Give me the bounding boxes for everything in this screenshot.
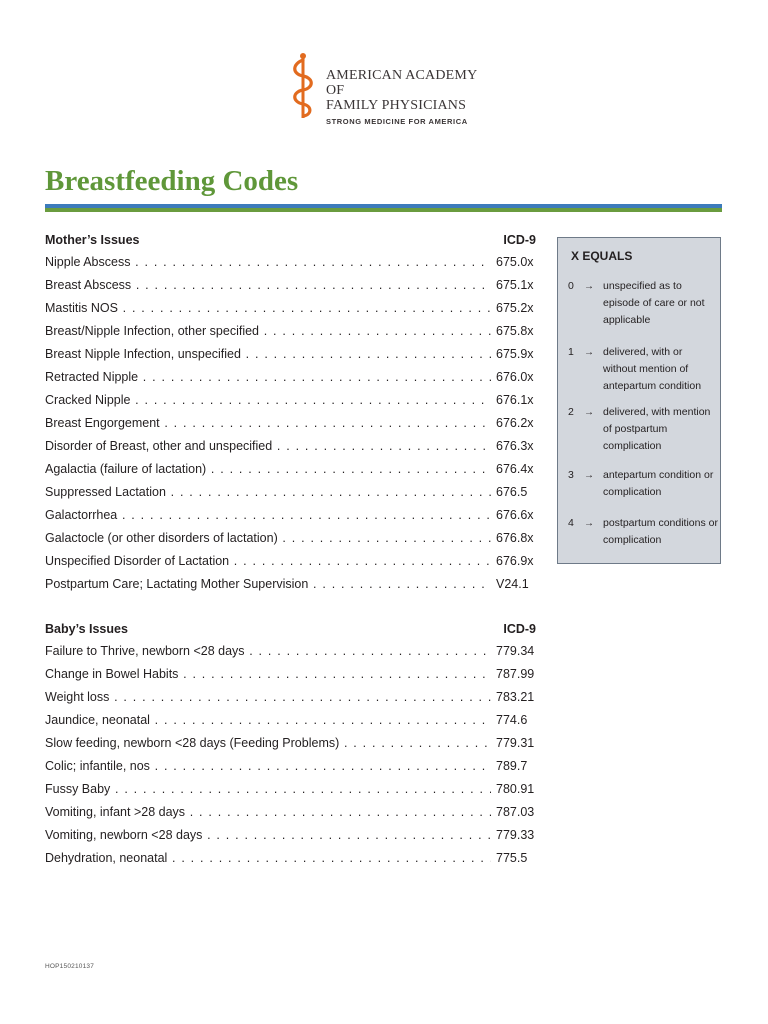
issue-label: Colic; infantile, nos . . . [45, 757, 491, 775]
issue-label: Fussy Baby . . . [45, 780, 491, 798]
mothers-issues-section [45, 233, 540, 598]
issue-label: Mastitis NOS . . . [45, 299, 491, 317]
code-row [45, 780, 540, 803]
issue-label: Suppressed Lactation . . . [45, 483, 491, 501]
arrow-right-icon: → [584, 518, 594, 529]
icd9-code: 780.91 [496, 782, 535, 796]
caduceus-logo-icon [290, 52, 316, 120]
x-value-number: 4 [568, 517, 574, 529]
x-value-description: delivered, with mention of postpartum complication [603, 406, 711, 452]
x-value-description: postpartum conditions or complication [603, 517, 718, 546]
icd9-code: 675.2x [496, 301, 534, 315]
issue-label: Change in Bowel Habits . . . [45, 665, 491, 683]
babies-issues-heading: Baby’s Issues [45, 622, 128, 636]
x-equals-legend-box [557, 237, 721, 564]
code-row [45, 414, 540, 437]
icd9-code: 676.2x [496, 416, 534, 430]
logo-tagline: STRONG MEDICINE FOR AMERICA [326, 117, 468, 126]
issue-label: Disorder of Breast, other and unspecified . . . [45, 437, 491, 455]
code-row [45, 529, 540, 552]
x-value-description: antepartum condition or complication [603, 469, 714, 498]
mothers-issues-heading: Mother’s Issues [45, 233, 140, 247]
x-value-number: 1 [568, 346, 574, 358]
icd9-code: 783.21 [496, 690, 535, 704]
issue-label: Galactocle (or other disorders of lactation) . . . [45, 529, 491, 547]
icd9-code: 676.1x [496, 393, 534, 407]
arrow-right-icon: → [584, 347, 594, 358]
icd9-code: 675.1x [496, 278, 534, 292]
issue-label: Jaundice, neonatal . . . [45, 711, 491, 729]
issue-label: Vomiting, infant >28 days . . . [45, 803, 491, 821]
page-title: Breastfeeding Codes [45, 165, 299, 197]
icd9-code: V24.1 [496, 577, 529, 591]
code-row [45, 483, 540, 506]
code-row [45, 665, 540, 688]
icd9-code: 675.9x [496, 347, 534, 361]
icd9-code: 676.4x [496, 462, 534, 476]
code-row [45, 299, 540, 322]
code-row [45, 391, 540, 414]
mothers-issues-header [45, 233, 540, 253]
issue-label: Dehydration, neonatal . . . [45, 849, 491, 867]
code-row [45, 734, 540, 757]
code-row [45, 276, 540, 299]
issue-label: Weight loss . . . [45, 688, 491, 706]
document-code: HOP15021013​7 [45, 963, 95, 970]
icd9-code: 676.6x [496, 508, 534, 522]
code-row [45, 253, 540, 276]
issue-label: Breast Engorgement . . . [45, 414, 491, 432]
issue-label: Galactorrhea . . . [45, 506, 491, 524]
code-row [45, 322, 540, 345]
icd9-code: 675.8x [496, 324, 534, 338]
issue-label: Breast/Nipple Infection, other specified . . . [45, 322, 491, 340]
issue-label: Postpartum Care; Lactating Mother Supervision . . . [45, 575, 491, 593]
icd9-code: 775.5 [496, 851, 528, 865]
mothers-issues-list [45, 253, 540, 598]
issue-label: Nipple Abscess . . . [45, 253, 491, 271]
code-row [45, 460, 540, 483]
icd9-code: 774.6 [496, 713, 528, 727]
arrow-right-icon: → [584, 470, 594, 481]
code-row [45, 506, 540, 529]
issue-label: Unspecified Disorder of Lactation . . . [45, 552, 491, 570]
title-rule-green [45, 208, 722, 212]
code-row [45, 575, 540, 598]
icd9-code: 675.0x [496, 255, 534, 269]
icd9-code: 779.33 [496, 828, 535, 842]
code-row [45, 437, 540, 460]
issue-label: Retracted Nipple . . . [45, 368, 491, 386]
icd9-code: 676.5 [496, 485, 528, 499]
logo-line-1: AMERICAN ACADEMY OF [326, 68, 477, 98]
issue-label: Failure to Thrive, newborn <28 days . . . [45, 642, 491, 660]
icd9-code: 676.9x [496, 554, 534, 568]
x-value-description: unspecified as to episode of care or not applicable [603, 280, 705, 326]
icd9-code: 676.3x [496, 439, 534, 453]
code-row [45, 552, 540, 575]
issue-label: Breast Nipple Infection, unspecified . . . [45, 345, 491, 363]
icd9-code: 676.0x [496, 370, 534, 384]
babies-issues-header [45, 622, 540, 642]
code-row [45, 688, 540, 711]
x-value-number: 0 [568, 280, 574, 292]
x-value-number: 2 [568, 406, 574, 418]
icd9-code: 787.03 [496, 805, 535, 819]
icd9-code: 676.8x [496, 531, 534, 545]
arrow-right-icon: → [584, 407, 594, 418]
babies-issues-section [45, 622, 540, 872]
x-value-description: delivered, with or without mention of antepartum condition [603, 346, 702, 392]
code-row [45, 803, 540, 826]
x-equals-title: X EQUALS [571, 249, 633, 263]
issue-label: Cracked Nipple . . . [45, 391, 491, 409]
icd9-code: 789.7 [496, 759, 528, 773]
code-row [45, 826, 540, 849]
mothers-icd9-heading: ICD-9 [503, 233, 536, 247]
babies-icd9-heading: ICD-9 [503, 622, 536, 636]
issue-label: Vomiting, newborn <28 days . . . [45, 826, 491, 844]
code-row [45, 849, 540, 872]
icd9-code: 787.99 [496, 667, 535, 681]
code-row [45, 642, 540, 665]
issue-label: Breast Abscess . . . [45, 276, 491, 294]
icd9-code: 779.31 [496, 736, 535, 750]
aafp-logo [290, 52, 490, 126]
arrow-right-icon: → [584, 281, 594, 292]
code-row [45, 711, 540, 734]
issue-label: Agalactia (failure of lactation) . . . [45, 460, 491, 478]
x-value-number: 3 [568, 469, 574, 481]
code-row [45, 757, 540, 780]
logo-line-2: FAMILY PHYSICIANS [326, 98, 467, 113]
babies-issues-list [45, 642, 540, 872]
icd9-code: 779.34 [496, 644, 535, 658]
code-row [45, 345, 540, 368]
issue-label: Slow feeding, newborn <28 days (Feeding Problems) . . . [45, 734, 491, 752]
code-row [45, 368, 540, 391]
